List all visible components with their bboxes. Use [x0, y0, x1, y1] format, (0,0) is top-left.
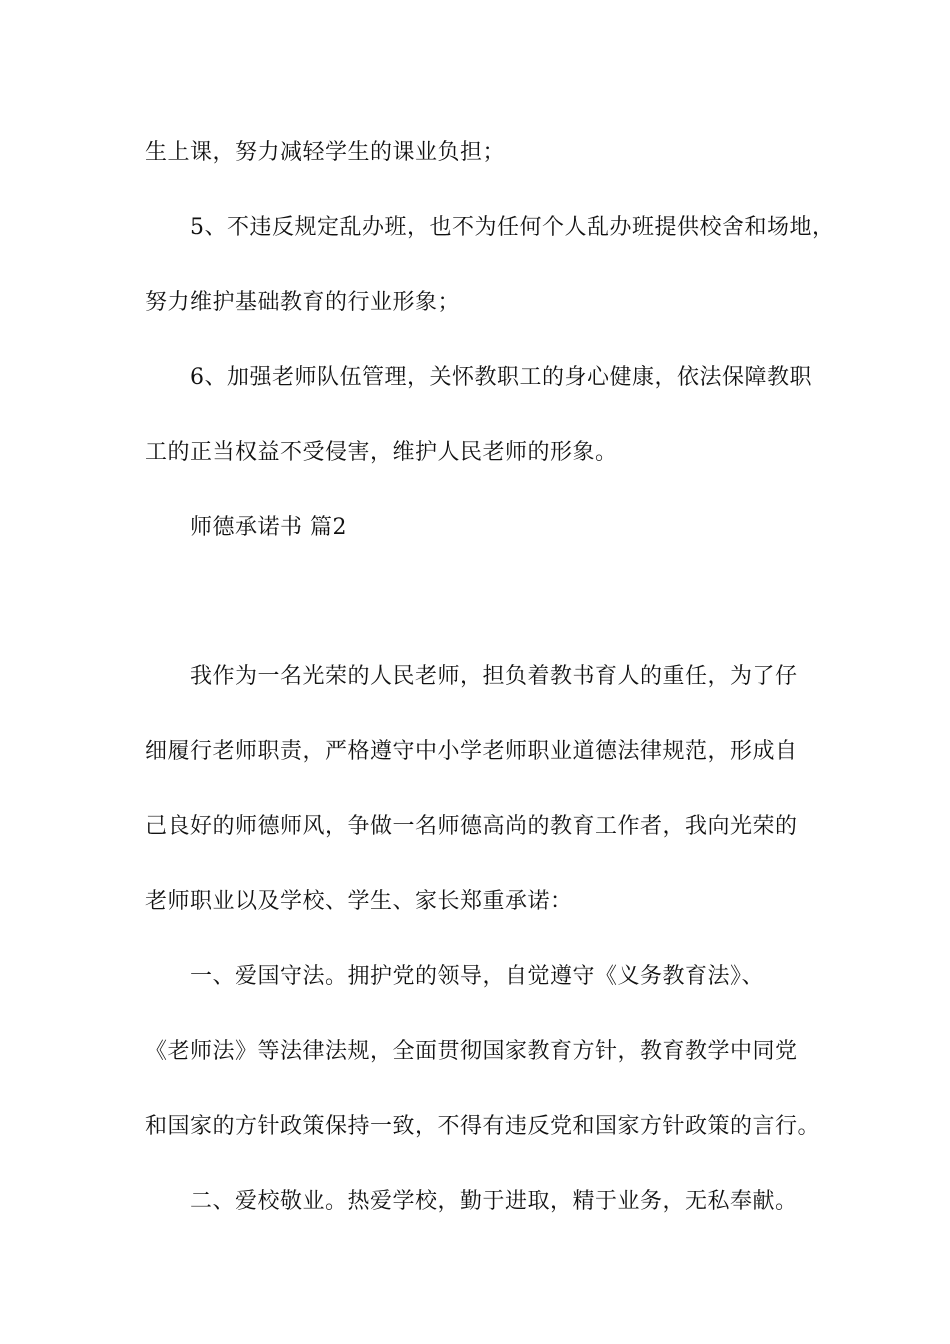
paragraph-line: 细履行老师职责，严格遵守中小学老师职业道德法律规范，形成自 — [145, 739, 798, 764]
paragraph-line: 己良好的师德师风，争做一名师德高尚的教育工作者，我向光荣的 — [145, 814, 798, 839]
paragraph-line: 工的正当权益不受侵害，维护人民老师的形象。 — [145, 440, 618, 465]
paragraph-line: 5、不违反规定乱办班，也不为任何个人乱办班提供校舍和场地， — [190, 215, 835, 240]
paragraph-line: 《老师法》等法律法规，全面贯彻国家教育方针，教育教学中同党 — [145, 1039, 798, 1064]
paragraph-line: 一、爱国守法。拥护党的领导，自觉遵守《义务教育法》、 — [190, 964, 765, 989]
paragraph-line: 生上课，努力减轻学生的课业负担； — [145, 140, 506, 165]
section-heading: 师德承诺书 篇2 — [190, 515, 347, 540]
paragraph-line: 二、爱校敬业。热爱学校，勤于进取，精于业务，无私奉献。 — [190, 1189, 798, 1214]
paragraph-line: 我作为一名光荣的人民老师，担负着教书育人的重任，为了仔 — [190, 664, 798, 689]
paragraph-line: 和国家的方针政策保持一致，不得有违反党和国家方针政策的言行。 — [145, 1114, 821, 1139]
paragraph-line: 老师职业以及学校、学生、家长郑重承诺： — [145, 889, 573, 914]
paragraph-line: 6、加强老师队伍管理，关怀教职工的身心健康，依法保障教职 — [190, 365, 812, 390]
paragraph-line: 努力维护基础教育的行业形象； — [145, 290, 461, 315]
